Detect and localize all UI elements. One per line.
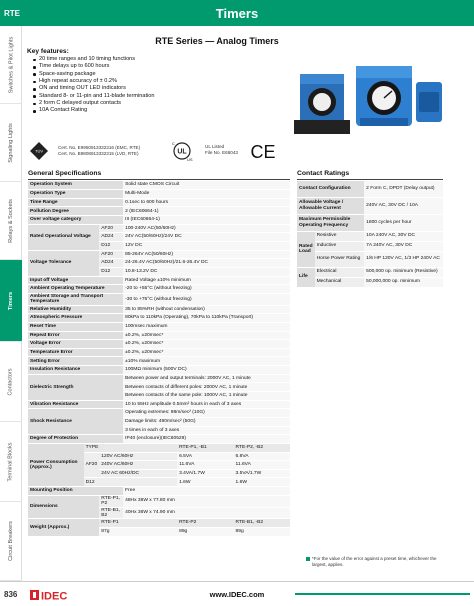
label-text: US xyxy=(187,157,193,162)
table-cell: RTE-P2, -B2 xyxy=(234,443,290,452)
table-cell: 500,000 op. minimum (Resistive) xyxy=(364,267,443,277)
contact-ratings-heading: Contact Ratings xyxy=(297,170,350,177)
table-cell: Input off Voltage xyxy=(28,276,123,285)
table-cell: 10A 240V AC, 30V DC xyxy=(364,231,443,241)
table-cell: Resistive xyxy=(315,231,365,241)
series-title: RTE Series — Analog Timers xyxy=(155,36,279,46)
table-row xyxy=(28,181,290,190)
table-row xyxy=(28,495,290,507)
table-cell: Vibration Resistance xyxy=(28,400,123,409)
table-cell: Relative Humidity xyxy=(28,305,123,314)
table-cell: AF20 xyxy=(99,224,123,233)
table-cell: RTE-B1, B2 xyxy=(99,507,123,519)
table-cell: Rated Voltage ±10% minimum xyxy=(123,276,290,285)
contact-ratings-table xyxy=(297,181,443,288)
table-row xyxy=(28,190,290,199)
table-cell: Ambient Operating Temperature xyxy=(28,285,123,294)
general-specs-heading: General Specifications xyxy=(28,170,102,177)
table-cell: 87g xyxy=(99,528,177,537)
table-row xyxy=(297,241,443,251)
key-features-heading: Key features: xyxy=(27,48,69,55)
table-cell: Degree of Protection xyxy=(28,435,123,444)
table-cell: 100MΩ minimum (500V DC) xyxy=(123,366,290,375)
table-cell: -30 to +75°C (without freezing) xyxy=(123,293,290,305)
table-row xyxy=(28,198,290,207)
table-row xyxy=(28,340,290,349)
table-cell: 48Hx 36W x 77.80 mm xyxy=(123,495,290,507)
table-cell: Operation System xyxy=(28,181,123,190)
label-text: Relays & Sockets xyxy=(8,198,14,243)
label-text: C xyxy=(172,141,175,146)
table-cell: ±10% maximum xyxy=(123,357,290,366)
table-cell: AD24 xyxy=(99,259,123,268)
table-cell: RTE-P1, -B1 xyxy=(177,443,233,452)
table-cell: Power Consumption (Approx.) xyxy=(28,443,84,486)
table-cell: AF20 xyxy=(99,250,123,259)
table-cell: Horse Power Rating xyxy=(315,251,365,267)
website-link[interactable]: www.IDEC.com xyxy=(209,590,265,599)
ul-file-info xyxy=(205,144,238,156)
table-cell: 50,000,000 op. minimum xyxy=(364,277,443,287)
table-row xyxy=(28,331,290,340)
feature-item: 10A Contact Rating xyxy=(39,107,154,114)
table-cell: Shock Resistance xyxy=(28,409,123,435)
table-cell: Allowable Voltage / Allowable Current xyxy=(297,197,364,214)
label-text: UL Listed xyxy=(205,144,225,149)
table-cell: ±0.2%, ±20msec* xyxy=(123,340,290,349)
table-row xyxy=(28,366,290,375)
tab-contactors[interactable] xyxy=(0,342,22,422)
table-row xyxy=(297,181,443,197)
tab-timers[interactable] xyxy=(0,260,22,342)
table-cell: Pollution Degree xyxy=(28,207,123,216)
general-specs-table xyxy=(28,181,290,537)
table-cell: TYPE xyxy=(84,443,178,452)
table-cell: 2 Form C, DPDT (Delay output) xyxy=(364,181,443,197)
footnote: *For the value of the error against a preset time, whichever the largest, applies. xyxy=(312,556,452,567)
tab-signaling-lights[interactable] xyxy=(0,104,22,182)
table-cell: 0.1sec to 600 hours xyxy=(123,198,290,207)
table-cell: Multi-Mode xyxy=(123,190,290,199)
table-cell: Rated Operational Voltage xyxy=(28,224,99,250)
tab-switches-pilot-lights[interactable] xyxy=(0,26,22,104)
table-cell: D12 xyxy=(99,267,123,276)
feature-item: 2 form C delayed output contacts xyxy=(39,100,154,107)
table-cell: 2 (IEC60664-1) xyxy=(123,207,290,216)
table-cell: 6.5VA xyxy=(177,452,233,461)
table-cell: 3 times in each of 3 axes xyxy=(123,426,290,435)
table-cell: 12V DC xyxy=(123,241,290,250)
tuv-logo xyxy=(30,142,48,160)
key-features xyxy=(27,48,154,115)
table-cell: Voltage Error xyxy=(28,340,123,349)
table-cell: Between contacts of the same pole: 1000V AC, 1 minute xyxy=(123,392,290,401)
table-cell: RTE-P1 xyxy=(99,519,177,528)
table-cell: 1.6W xyxy=(177,478,233,487)
table-cell: ±0.2%, ±20msec* xyxy=(123,348,290,357)
table-cell: 35 to 85%RH (without condensation) xyxy=(123,305,290,314)
table-cell: AF20 xyxy=(84,452,100,478)
footer-accent-bar xyxy=(295,593,470,595)
table-row xyxy=(28,487,290,496)
tab-terminal-blocks[interactable] xyxy=(0,422,22,502)
table-row xyxy=(28,314,290,323)
feature-item: Space-saving package xyxy=(39,71,154,78)
table-cell: Reset Time xyxy=(28,322,123,331)
top-banner xyxy=(0,0,474,26)
table-cell: Life xyxy=(297,267,315,287)
table-cell: Between power and output terminals: 2000V AC, 1 minute xyxy=(123,374,290,383)
table-cell: Voltage Tolerance xyxy=(28,250,99,276)
table-row xyxy=(297,267,443,277)
table-row xyxy=(28,285,290,294)
table-cell: 1800 cycles per hour xyxy=(364,214,443,231)
table-cell: RTE-P2 xyxy=(177,519,233,528)
table-row xyxy=(28,305,290,314)
timer-product-photo xyxy=(288,58,448,148)
ul-listed-logo xyxy=(170,140,194,162)
table-row xyxy=(297,214,443,231)
table-cell: 24V AC(50/60Hz)/24V DC xyxy=(123,233,290,242)
table-row xyxy=(28,276,290,285)
table-cell: III (IEC60664-1) xyxy=(123,216,290,225)
tuv-certificate-numbers xyxy=(58,145,140,157)
table-cell: D12 xyxy=(84,478,178,487)
table-cell: Contact Configuration xyxy=(297,181,364,197)
table-row xyxy=(28,207,290,216)
table-cell: Rated Load xyxy=(297,231,315,267)
table-row xyxy=(297,197,443,214)
table-cell: 1/6 HP 120V AC, 1/3 HP 240V AC xyxy=(364,251,443,267)
table-cell: IP40 (enclosure)(IEC60529) xyxy=(123,435,290,444)
table-cell: Between contacts of different poles: 2000V AC, 1 minute xyxy=(123,383,290,392)
table-cell: -20 to +55°C (without freezing) xyxy=(123,285,290,294)
table-row xyxy=(28,400,290,409)
label-text: Switches & Pilot Lights xyxy=(8,36,14,93)
label-text: File No. E66043 xyxy=(205,150,238,155)
table-cell: Temperature Error xyxy=(28,348,123,357)
table-cell: 24-26.4V AC(50/60Hz)/21.6-26.4V DC xyxy=(123,259,290,268)
table-row xyxy=(28,293,290,305)
table-row xyxy=(28,519,290,528)
table-row xyxy=(28,224,290,233)
table-cell: Mechanical xyxy=(315,277,365,287)
table-cell: 100-240V AC(50/60Hz) xyxy=(123,224,290,233)
table-cell: 11.6VA xyxy=(234,461,290,470)
product-code: RTE xyxy=(4,9,20,18)
table-row xyxy=(28,357,290,366)
table-cell: Solid state CMOS Circuit xyxy=(123,181,290,190)
table-cell: 240V AC/60Hz xyxy=(99,461,177,470)
table-cell: 1.6W xyxy=(234,478,290,487)
table-row xyxy=(28,348,290,357)
label-text: Cert. No. B9808913332315 (LVD, RTE) xyxy=(58,151,139,156)
category-sidebar xyxy=(0,26,22,581)
table-cell: RTE-P1, P2 xyxy=(99,495,123,507)
table-row xyxy=(28,250,290,259)
table-cell: Time Range xyxy=(28,198,123,207)
table-cell: Operating extremes: 98m/sec² (10G) xyxy=(123,409,290,418)
table-row xyxy=(28,409,290,418)
table-cell: 6.8VA xyxy=(234,452,290,461)
table-row xyxy=(28,322,290,331)
label-text: Circuit Breakers xyxy=(8,521,15,561)
table-cell: Weight (Approx.) xyxy=(28,519,99,536)
section-title: Timers xyxy=(215,6,259,21)
table-cell: 100msec maximum xyxy=(123,322,290,331)
table-row xyxy=(297,231,443,241)
table-cell: Operation Type xyxy=(28,190,123,199)
table-cell: 240V AC, 30V DC / 10A xyxy=(364,197,443,214)
table-cell: Maximum Permissible Operating Frequency xyxy=(297,214,364,231)
label-text: Contactors xyxy=(8,367,14,396)
tab-circuit-breakers[interactable] xyxy=(0,502,22,581)
table-cell: 24V AC 60Hz/DC xyxy=(99,469,177,478)
table-cell: Free xyxy=(123,487,290,496)
table-cell: 7A 240V AC, 30V DC xyxy=(364,241,443,251)
label-text: CE xyxy=(250,142,276,162)
table-row xyxy=(297,251,443,267)
table-cell: 89g xyxy=(177,528,233,537)
table-row xyxy=(297,277,443,287)
label-text: Terminal Blocks xyxy=(8,441,15,482)
label-text: Signaling Lights xyxy=(8,122,14,163)
table-cell: Atmospheric Pressure xyxy=(28,314,123,323)
table-cell: 89g xyxy=(234,528,290,537)
label-text: IDEC xyxy=(41,590,68,602)
feature-item: ON and timing OUT LED indicators xyxy=(39,85,154,92)
table-cell: Inductive xyxy=(315,241,365,251)
table-cell: RTE-B1, -B2 xyxy=(234,519,290,528)
table-cell: 3.4VA/1.7W xyxy=(177,469,233,478)
table-cell: 80kPa to 110kPa (Operating), 70kPa to 110kPa (Transport) xyxy=(123,314,290,323)
table-cell: D12 xyxy=(99,241,123,250)
table-cell: Setting Error xyxy=(28,357,123,366)
page-number: 836 xyxy=(4,590,18,599)
feature-item: High repeat accuracy of ± 0.2% xyxy=(39,78,154,85)
table-cell: 120V AC/60Hz xyxy=(99,452,177,461)
table-row xyxy=(28,216,290,225)
table-cell: Insulation Resistance xyxy=(28,366,123,375)
label-text: UL xyxy=(177,148,187,156)
table-cell: ±0.2%, ±20msec* xyxy=(123,331,290,340)
divider xyxy=(28,179,290,180)
divider xyxy=(297,179,443,180)
table-cell: Over voltage category xyxy=(28,216,123,225)
table-cell: Electrical xyxy=(315,267,365,277)
table-cell: 10 to 55Hz amplitude 0.5mm² hours in each of 3 axes xyxy=(123,400,290,409)
table-cell: 40Hx 36W x 74.90 mm xyxy=(123,507,290,519)
table-cell: 10.8-13.2V DC xyxy=(123,267,290,276)
feature-item: Time delays up to 600 hours xyxy=(39,63,154,70)
table-row xyxy=(28,435,290,444)
table-cell: AD24 xyxy=(99,233,123,242)
table-cell: Repeat Error xyxy=(28,331,123,340)
table-cell: 11.6VA xyxy=(177,461,233,470)
ce-mark xyxy=(250,141,276,163)
table-cell: Dielectric Strength xyxy=(28,374,123,400)
table-row xyxy=(28,443,290,452)
table-cell: Dimensions xyxy=(28,495,99,519)
feature-item: 20 time ranges and 10 timing functions xyxy=(39,56,154,63)
label-text: Cert. No. E9950913332316 (EMC, RTE) xyxy=(58,145,141,150)
label-text: TÜV xyxy=(35,148,43,154)
feature-item: Standard 8- or 11-pin and 11-blade termination xyxy=(39,92,155,99)
table-cell: 85-264V AC(50/60Hz) xyxy=(123,250,290,259)
label-text: Timers xyxy=(8,291,14,310)
table-row xyxy=(28,374,290,383)
table-cell: Damage limits: 490m/sec² (50G) xyxy=(123,417,290,426)
table-cell: Mounting Position xyxy=(28,487,123,496)
table-cell: 3.5VA/1.7W xyxy=(234,469,290,478)
tab-relays-sockets[interactable] xyxy=(0,182,22,260)
table-cell: Ambient Storage and Transport Temperature xyxy=(28,293,123,305)
